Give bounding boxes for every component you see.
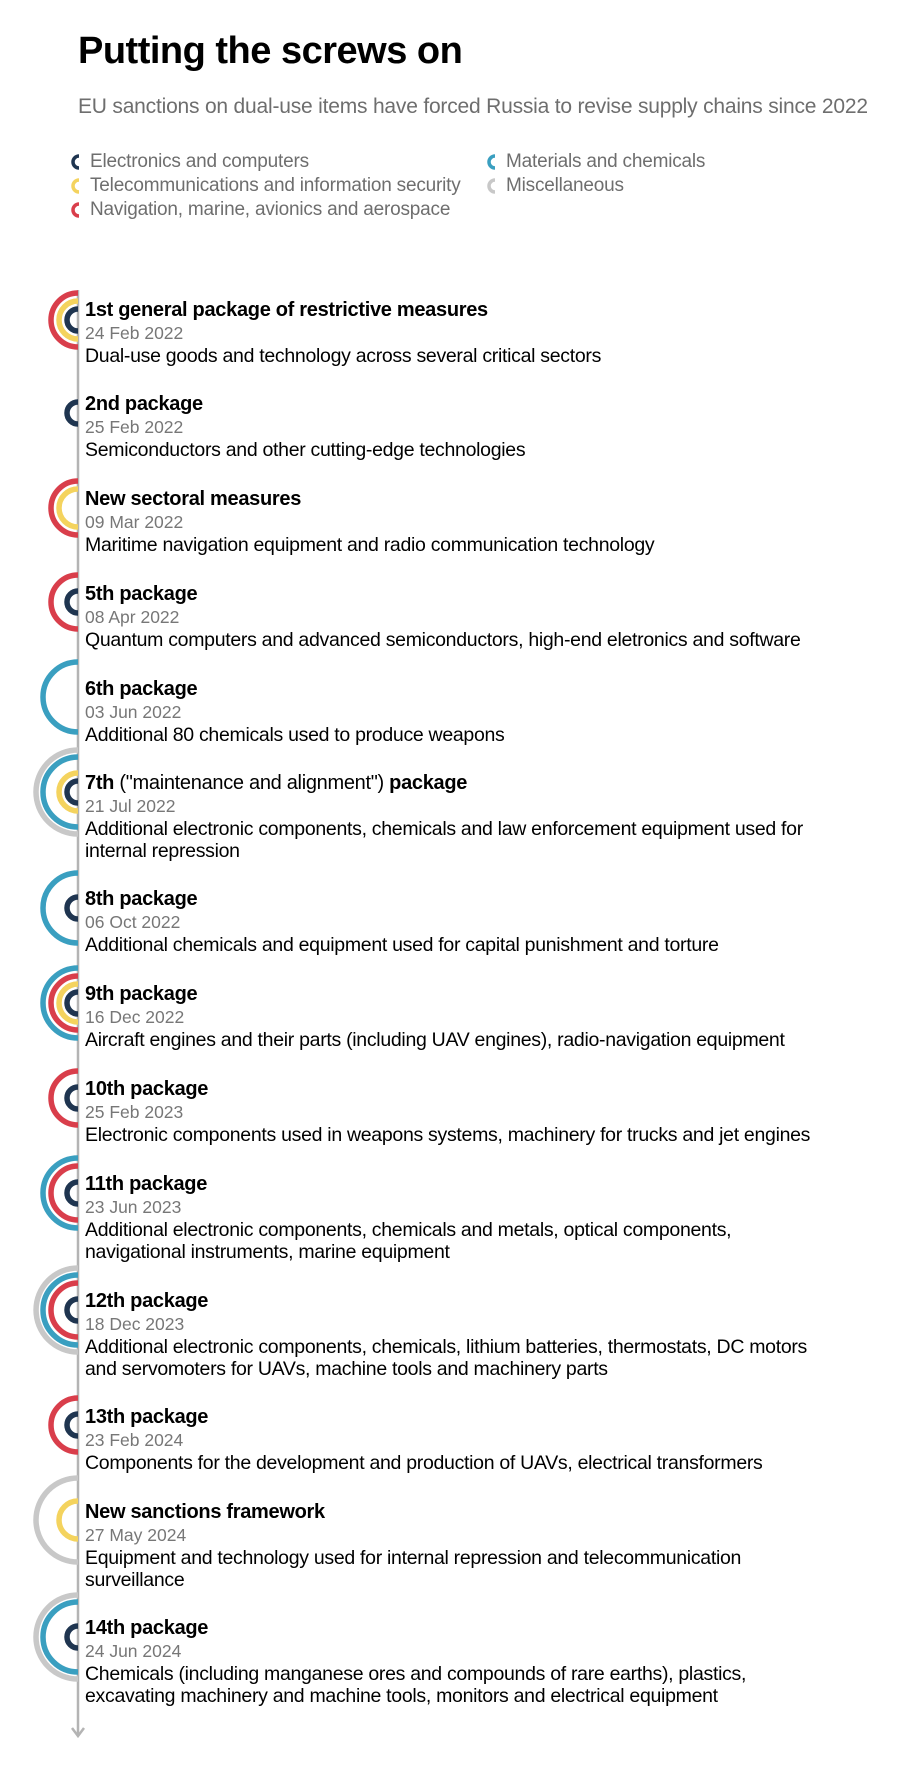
entry-date: 25 Feb 2022 (85, 417, 184, 437)
legend-label: Telecommunications and information security (90, 175, 461, 196)
entry-description: Maritime navigation equipment and radio communication technology (85, 534, 655, 556)
package-rings-icon (36, 1478, 78, 1562)
chart-title: Putting the screws on (78, 30, 463, 72)
timeline-entry (85, 487, 905, 556)
entry-description: Chemicals (including manganese ores and compounds of rare earths), plastics, excavating machinery and machine tools, monitors and electrical equipment (85, 1663, 747, 1707)
package-rings-icon (36, 1268, 78, 1352)
package-rings-icon (51, 481, 78, 535)
entry-date: 03 Jun 2022 (85, 702, 182, 722)
ring-electronics (67, 897, 78, 919)
entry-title (85, 1077, 905, 1101)
entry-description: Semiconductors and other cutting-edge technologies (85, 439, 526, 461)
timeline-entry (85, 1077, 905, 1146)
ring-electronics (67, 309, 78, 331)
entry-title (85, 1172, 905, 1196)
ring-electronics (67, 781, 78, 803)
ring-telecom (59, 489, 78, 527)
entry-date: 09 Mar 2022 (85, 512, 184, 532)
timeline-entry (85, 771, 905, 862)
timeline-entry (85, 677, 905, 746)
legend-label: Navigation, marine, avionics and aerospace (90, 199, 451, 220)
package-rings-icon (43, 873, 78, 943)
entry-date: 24 Jun 2024 (85, 1641, 182, 1661)
entry-title-main: 6th package (85, 678, 198, 700)
entry-title-main: 2nd package (85, 393, 203, 415)
entry-date: 06 Oct 2022 (85, 912, 181, 932)
entry-description: Equipment and technology used for internal repression and telecommunication surveillance (85, 1547, 742, 1591)
ring-materials (43, 662, 78, 732)
ring-materials (43, 873, 78, 943)
entry-title-main: New sectoral measures (85, 488, 302, 510)
ring-electronics (67, 1414, 78, 1436)
timeline-entry (85, 298, 905, 367)
ring-electronics (67, 992, 78, 1014)
legend-label: Materials and chemicals (506, 151, 706, 172)
legend-label: Miscellaneous (506, 175, 624, 196)
entry-date: 08 Apr 2022 (85, 607, 180, 627)
entry-description: Electronic components used in weapons systems, machinery for trucks and jet engines (85, 1124, 811, 1146)
entry-title (85, 392, 905, 416)
timeline-entry (85, 392, 905, 461)
entry-title-suffix: package (389, 772, 468, 794)
ring-materials (43, 1602, 78, 1672)
legend-label: Electronics and computers (90, 151, 309, 172)
entry-title-main: 5th package (85, 583, 198, 605)
entry-title (85, 1289, 905, 1313)
package-rings-icon (36, 1595, 78, 1679)
entry-title-main: New sanctions framework (85, 1501, 325, 1523)
entry-date: 18 Dec 2023 (85, 1314, 185, 1334)
entry-date: 24 Feb 2022 (85, 323, 184, 343)
entry-title-main: 1st general package of restrictive measures (85, 299, 488, 321)
entry-title (85, 982, 905, 1006)
entry-date: 25 Feb 2023 (85, 1102, 184, 1122)
entry-title-main: 9th package (85, 983, 198, 1005)
entry-title (85, 1616, 905, 1640)
entry-title-main: 12th package (85, 1290, 209, 1312)
entry-title (85, 887, 905, 911)
ring-electronics (67, 1626, 78, 1648)
package-rings-icon (36, 750, 78, 834)
ring-electronics (67, 402, 78, 424)
package-rings-icon (51, 1071, 78, 1125)
ring-telecom (59, 1501, 78, 1539)
timeline-entry (85, 1172, 905, 1263)
entry-description: Aircraft engines and their parts (including UAV engines), radio-navigation equipment (85, 1029, 785, 1051)
entry-title-main: 11th package (85, 1173, 208, 1195)
timeline-entry (85, 1405, 905, 1474)
timeline-entry (85, 582, 905, 651)
timeline-entry (85, 1616, 905, 1707)
entry-title-main: 13th package (85, 1406, 209, 1428)
package-rings-icon (43, 662, 78, 732)
entry-title (85, 771, 905, 795)
entry-title (85, 487, 905, 511)
entry-date: 23 Feb 2024 (85, 1430, 184, 1450)
entry-date: 27 May 2024 (85, 1525, 187, 1545)
entry-title-main: 10th package (85, 1078, 209, 1100)
entry-title (85, 582, 905, 606)
entry-title (85, 677, 905, 701)
ring-electronics (67, 1087, 78, 1109)
entry-date: 16 Dec 2022 (85, 1007, 185, 1027)
entry-description: Additional chemicals and equipment used for capital punishment and torture (85, 934, 719, 956)
entry-title (85, 1405, 905, 1429)
entry-title-main: 14th package (85, 1617, 209, 1639)
entry-date: 21 Jul 2022 (85, 796, 176, 816)
entry-title (85, 1500, 905, 1524)
entry-description: Dual-use goods and technology across several critical sectors (85, 345, 602, 367)
package-rings-icon (67, 402, 78, 424)
entry-description: Additional electronic components, chemicals and metals, optical components, navigational instruments, marine equipment (85, 1219, 732, 1263)
package-rings-icon (43, 1158, 78, 1228)
timeline-entry (85, 1500, 905, 1591)
ring-electronics (67, 1182, 78, 1204)
chart-subtitle: EU sanctions on dual-use items have forced Russia to revise supply chains since 2022 (78, 95, 868, 118)
timeline-entry (85, 982, 905, 1051)
ring-electronics (67, 1299, 78, 1321)
ring-electronics (67, 591, 78, 613)
entry-title-main: 7th (85, 772, 115, 794)
package-rings-icon (51, 575, 78, 629)
package-rings-icon (51, 1398, 78, 1452)
package-rings-icon (43, 968, 78, 1038)
timeline-entry (85, 887, 905, 956)
entry-description: Additional electronic components, chemicals and law enforcement equipment used for internal repression (85, 818, 803, 862)
entry-title-note: ("maintenance and alignment") (114, 772, 390, 794)
entry-title-main: 8th package (85, 888, 198, 910)
timeline-entry (85, 1289, 905, 1380)
entry-description: Additional 80 chemicals used to produce weapons (85, 724, 505, 746)
entry-description: Quantum computers and advanced semiconductors, high-end eletronics and software (85, 629, 801, 651)
entry-title (85, 298, 905, 322)
package-rings-icon (51, 293, 78, 347)
entry-date: 23 Jun 2023 (85, 1197, 182, 1217)
entry-description: Components for the development and production of UAVs, electrical transformers (85, 1452, 763, 1474)
entry-description: Additional electronic components, chemicals, lithium batteries, thermostats, DC motors and servomoters for UAVs, machine tools and machinery parts (85, 1336, 808, 1380)
